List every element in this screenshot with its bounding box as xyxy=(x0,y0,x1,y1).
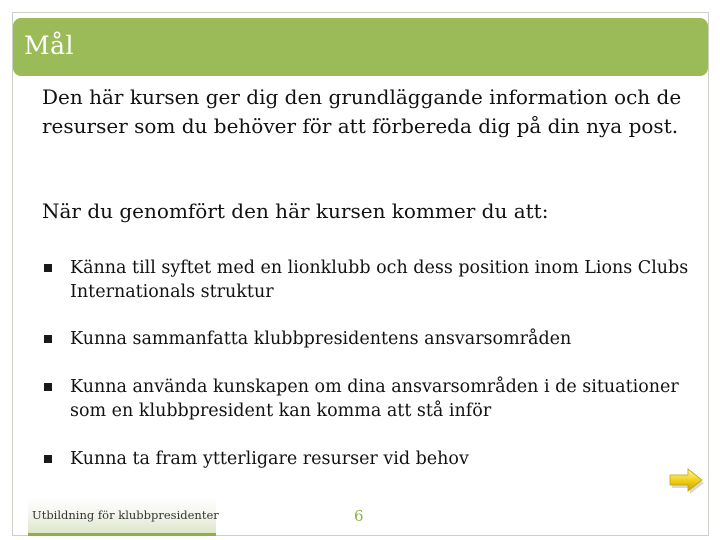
intro-paragraph: Den här kursen ger dig den grundläggande information och de resurser som du behöver för att förbereda dig på din nya post. xyxy=(42,85,682,138)
page-number: 6 xyxy=(354,507,364,525)
square-bullet-icon xyxy=(44,383,52,391)
footer-label: Utbildning för klubbpresidenter xyxy=(32,508,219,522)
arrow-right-icon[interactable] xyxy=(666,465,706,495)
square-bullet-icon xyxy=(44,455,52,463)
square-bullet-icon xyxy=(44,264,52,272)
slide-title: Mål xyxy=(24,31,74,60)
bullet-text: Kunna ta fram ytterligare resurser vid behov xyxy=(70,449,469,469)
footer-bar xyxy=(28,498,219,536)
bullet-text: Kunna sammanfatta klubbpresidentens ansvarsområden xyxy=(70,329,572,349)
title-bar xyxy=(13,18,708,76)
bullet-text: Känna till syftet med en lionklubb och dess position inom Lions Clubs Internationals struktur xyxy=(70,258,689,302)
bullet-text: Kunna använda kunskapen om dina ansvarsområden i de situationer som en klubbpresident kan komma att stå inför xyxy=(70,377,679,421)
lead-sentence: När du genomfört den här kursen kommer du att: xyxy=(42,199,549,223)
square-bullet-icon xyxy=(44,335,52,343)
